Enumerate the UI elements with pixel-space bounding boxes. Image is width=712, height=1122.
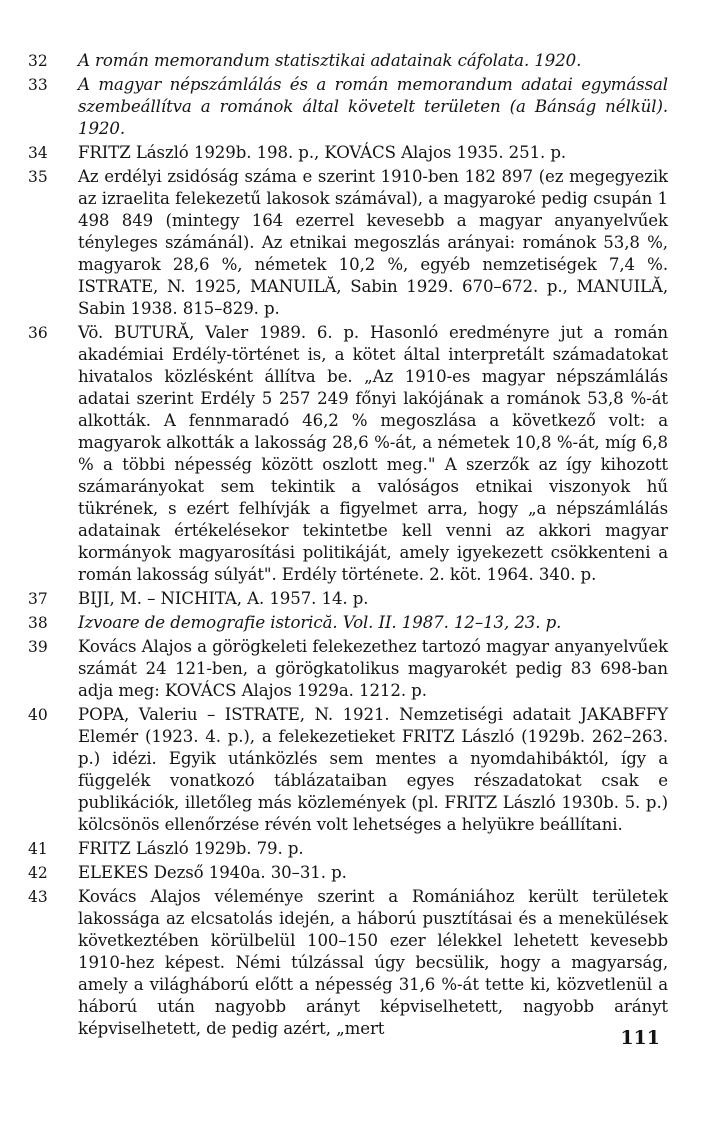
footnote xyxy=(28,588,668,610)
footnote xyxy=(28,886,668,1040)
footnote xyxy=(28,636,668,702)
footnote-text: ELEKES Dezső 1940a. 30–31. p. xyxy=(78,863,347,882)
footnote xyxy=(28,322,668,586)
footnotes-list xyxy=(28,50,668,1042)
footnote-number: 32 xyxy=(28,52,48,70)
footnote xyxy=(28,838,668,860)
footnote-number: 36 xyxy=(28,324,48,342)
footnote-number: 43 xyxy=(28,888,48,906)
footnote xyxy=(28,74,668,140)
footnote-text: BIJI, M. – NICHITA, A. 1957. 14. p. xyxy=(78,589,369,608)
footnote-text: Vö. BUTURĂ, Valer 1989. 6. p. Hasonló eredményre jut a román akadémiai Erdély-történet is, a kötet által interpretált számadatokat hivatalos közlésként állítva be. „Az 1910-es magyar népszámlálás adatai szerint Erdély 5 257 249 főnyi lakójának a románok 53,8 %-át alkották. A fennmaradó 46,2 % megoszlása a következő volt: a magyarok alkották a lakosság 28,6 %-át, a németek 10,8 %-át, míg 6,8 % a többi népesség között oszlott meg." A szerzők az így kihozott számarányokat sem tekintik a valóságos etnikai viszonyok hű tükrének, s ezért felhívják a figyelmet arra, hogy „a népszámlálás adatainak értékelésekor tekintetbe kell venni az akkori magyar kormányok magyarosítási politikáját, amely igyekezett csökkenteni a román lakosság súlyát". Erdély története. 2. köt. 1964. 340. p. xyxy=(78,323,668,584)
footnote-number: 42 xyxy=(28,864,48,882)
footnote-text: FRITZ László 1929b. 198. p., KOVÁCS Alajos 1935. 251. p. xyxy=(78,143,567,162)
footnote-text: FRITZ László 1929b. 79. p. xyxy=(78,839,304,858)
footnote-number: 41 xyxy=(28,840,48,858)
footnote xyxy=(28,704,668,836)
footnote-text: POPA, Valeriu – ISTRATE, N. 1921. Nemzetiségi adatait JAKABFFY Elemér (1923. 4. p.), a felekezetieket FRITZ László (1929b. 262–263. p.) idézi. Egyik utánközlés sem mentes a nyomdahibáktól, így a függelék vonatkozó táblázataiban egyes részadatokat csak e publikációk, illetőleg más közlemények (pl. FRITZ László 1930b. 5. p.) kölcsönös ellenőrzése révén volt lehetséges a helyükre beállítani. xyxy=(78,705,668,834)
footnote-number: 34 xyxy=(28,144,48,162)
footnote-text: Izvoare de demografie istorică. Vol. II. 1987. 12–13, 23. p. xyxy=(78,613,562,632)
footnote xyxy=(28,166,668,320)
footnote-number: 40 xyxy=(28,706,48,724)
footnote-text: Kovács Alajos a görögkeleti felekezethez tartozó magyar anyanyelvűek számát 24 121-ben, a görögkatolikus magyarokét pedig 83 698-ban adja meg: KOVÁCS Alajos 1929a. 1212. p. xyxy=(78,637,668,700)
footnote-text: A magyar népszámlálás és a román memorandum adatai egymással szembeállítva a románok által követelt területen (a Bánság nélkül). 1920. xyxy=(78,75,668,138)
footnote xyxy=(28,612,668,634)
footnote-text: A román memorandum statisztikai adatainak cáfolata. 1920. xyxy=(78,51,582,70)
footnote xyxy=(28,50,668,72)
footnote-number: 37 xyxy=(28,590,48,608)
footnote-number: 39 xyxy=(28,638,48,656)
footnote-text: Kovács Alajos véleménye szerint a Romániához került területek lakossága az elcsatolás idején, a háború pusztításai és a menekülések következtében körülbelül 100–150 ezer lélekkel lehetett kevesebb 1910-hez képest. Némi túlzással úgy becsülik, hogy a magyarság, amely a világháború előtt a népesség 31,6 %-át tette ki, közvetlenül a háború után nagyobb arányt képviselhetett, nagyobb arányt képviselhetett, de pedig azért, „mert xyxy=(78,887,668,1038)
footnote-number: 38 xyxy=(28,614,48,632)
footnote xyxy=(28,142,668,164)
footnote-number: 35 xyxy=(28,168,48,186)
footnote-number: 33 xyxy=(28,76,48,94)
footnote xyxy=(28,862,668,884)
page-number: 111 xyxy=(620,1027,660,1049)
footnote-text: Az erdélyi zsidóság száma e szerint 1910-ben 182 897 (ez megegyezik az izraelita felekezetű lakosok számával), a magyaroké pedig csupán 1 498 849 (mintegy 164 ezerrel kevesebb a magyar anyanyelvűek tényleges számánál). Az etnikai megoszlás arányai: románok 53,8 %, magyarok 28,6 %, németek 10,2 %, egyéb nemzetiségek 7,4 %. ISTRATE, N. 1925, MANUILĂ, Sabin 1929. 670–672. p., MANUILĂ, Sabin 1938. 815–829. p. xyxy=(78,167,668,318)
